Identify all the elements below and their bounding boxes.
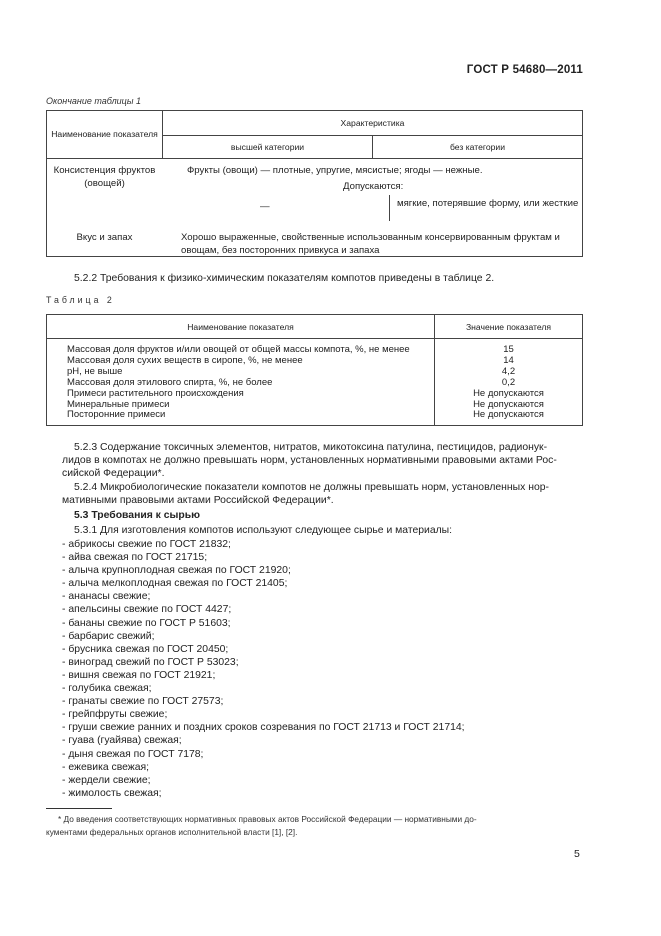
list-item: - абрикосы свежие по ГОСТ 21832; xyxy=(62,539,231,550)
table2-values-cell xyxy=(435,339,583,426)
table2-names-cell xyxy=(47,339,435,426)
list-item: - жердели свежие; xyxy=(62,774,151,786)
footnote-separator xyxy=(46,808,112,809)
section-5-3-heading: 5.3 Требования к сырью xyxy=(74,510,201,521)
table2-col-name: Наименование показателя xyxy=(47,315,435,339)
list-item: - алыча крупноплодная свежая по ГОСТ 21920; xyxy=(62,565,291,577)
para-5-2-3-line3: сийской Федерации*. xyxy=(62,468,165,479)
table1-row1-name: Консистенция фруктов (овощей) xyxy=(53,165,156,189)
para-5-2-4-line2: мативными правовыми актами Российской Федерации*. xyxy=(62,495,334,506)
table2-row-name: Минеральные примеси xyxy=(67,398,170,410)
table1-col-none: без категории xyxy=(373,136,583,159)
table1-row1-text1: Фрукты (овощи) — плотные, упругие, мясистые; ягоды — нежные. xyxy=(187,165,483,176)
list-item: - ежевика свежая; xyxy=(62,761,150,773)
footnote-line1: * До введения соответствующих нормативных правовых актов Российской Федерации — нормативными до- xyxy=(58,814,477,824)
table2-row-value: 15 xyxy=(503,344,514,355)
table1-row1-dash: — xyxy=(260,201,270,212)
table2-row-value: Не допускаются xyxy=(473,387,544,399)
list-item: - ананасы свежие; xyxy=(62,591,151,603)
table2-row-name: Массовая доля сухих веществ в сиропе, %, не менее xyxy=(67,354,303,366)
table1-col-name-header: Наименование показателя xyxy=(47,111,163,159)
para-5-2-2: 5.2.2 Требования к физико-химическим показателям компотов приведены в таблице 2. xyxy=(74,273,495,284)
list-item: - дыня свежая по ГОСТ 7178; xyxy=(62,748,204,760)
table2-row-value: 14 xyxy=(503,354,514,366)
list-item: - грейпфруты свежие; xyxy=(62,709,168,721)
table2-row-name: Примеси растительного происхождения xyxy=(67,387,244,399)
footnote xyxy=(46,813,584,838)
list-item: - жимолость свежая; xyxy=(62,787,162,799)
list-item: - гуава (гуайява) свежая; xyxy=(62,735,182,747)
table2-row-name: pH, не выше xyxy=(67,365,123,377)
footnote-line2: кументами федеральных органов исполнительной власти [1], [2]. xyxy=(46,826,298,837)
table2-row-value: 4,2 xyxy=(501,365,516,377)
table1-col-high: высшей категории xyxy=(163,136,373,159)
page-number: 5 xyxy=(574,848,580,860)
list-item: - виноград свежий по ГОСТ Р 53023; xyxy=(62,656,239,668)
table1-row1-divider xyxy=(389,195,390,221)
table1-caption: Окончание таблицы 1 xyxy=(46,96,141,106)
para-5-2-3-line1: 5.2.3 Содержание токсичных элементов, нитратов, микотоксина патулина, пестицидов, радионук- xyxy=(74,442,548,453)
table1-row1-allowed: мягкие, потерявшие форму, или жесткие xyxy=(397,198,579,209)
table2-row-name: Посторонние примеси xyxy=(67,409,166,421)
table2-caption: Таблица 2 xyxy=(46,295,115,305)
list-item: - айва свежая по ГОСТ 21715; xyxy=(62,552,208,564)
table2 xyxy=(46,314,583,426)
table1-col-char-header: Характеристика xyxy=(163,111,583,136)
table2-row-value: Не допускаются xyxy=(473,409,544,421)
list-item: - барбарис свежий; xyxy=(62,630,155,642)
table2-row-value: 0,2 xyxy=(501,376,516,388)
table1-row2-text: Хорошо выраженные, свойственные использованным консервированным фруктам и овощам, без посторонних привкуса и запаха xyxy=(181,232,560,256)
list-item: - голубика свежая; xyxy=(62,683,152,695)
para-5-3-1: 5.3.1 Для изготовления компотов используют следующее сырье и материалы: xyxy=(74,525,453,536)
para-5-2-4-line1: 5.2.4 Микробиологические показатели компотов не должны превышать норм, установленных нор- xyxy=(74,482,549,493)
list-item: - груши свежие ранних и поздних сроков созревания по ГОСТ 21713 и ГОСТ 21714; xyxy=(62,722,465,734)
materials-list xyxy=(62,538,465,800)
table1-row1-text2: Допускаются: xyxy=(343,181,404,192)
table2-row-value: Не допускаются xyxy=(473,398,544,410)
document-header: ГОСТ Р 54680—2011 xyxy=(466,64,583,76)
list-item: - брусника свежая по ГОСТ 20450; xyxy=(62,643,229,655)
list-item: - гранаты свежие по ГОСТ 27573; xyxy=(62,696,224,708)
list-item: - алыча мелкоплодная свежая по ГОСТ 21405; xyxy=(62,578,288,590)
table2-row-name: Массовая доля этилового спирта, %, не более xyxy=(67,376,273,388)
table2-col-value: Значение показателя xyxy=(435,315,583,339)
para-5-2-3-line2: лидов в компотах не должно превышать норм, установленных нормативными правовыми актами Рос- xyxy=(62,455,557,466)
list-item: - апельсины свежие по ГОСТ 4427; xyxy=(62,604,232,616)
table1-row2-name: Вкус и запах xyxy=(76,232,133,243)
list-item: - бананы свежие по ГОСТ Р 51603; xyxy=(62,617,231,629)
list-item: - вишня свежая по ГОСТ 21921; xyxy=(62,669,216,681)
table1-body xyxy=(47,159,583,257)
table2-row-name: Массовая доля фруктов и/или овощей от общей массы компота, %, не менее xyxy=(67,344,410,355)
table1 xyxy=(46,110,583,257)
